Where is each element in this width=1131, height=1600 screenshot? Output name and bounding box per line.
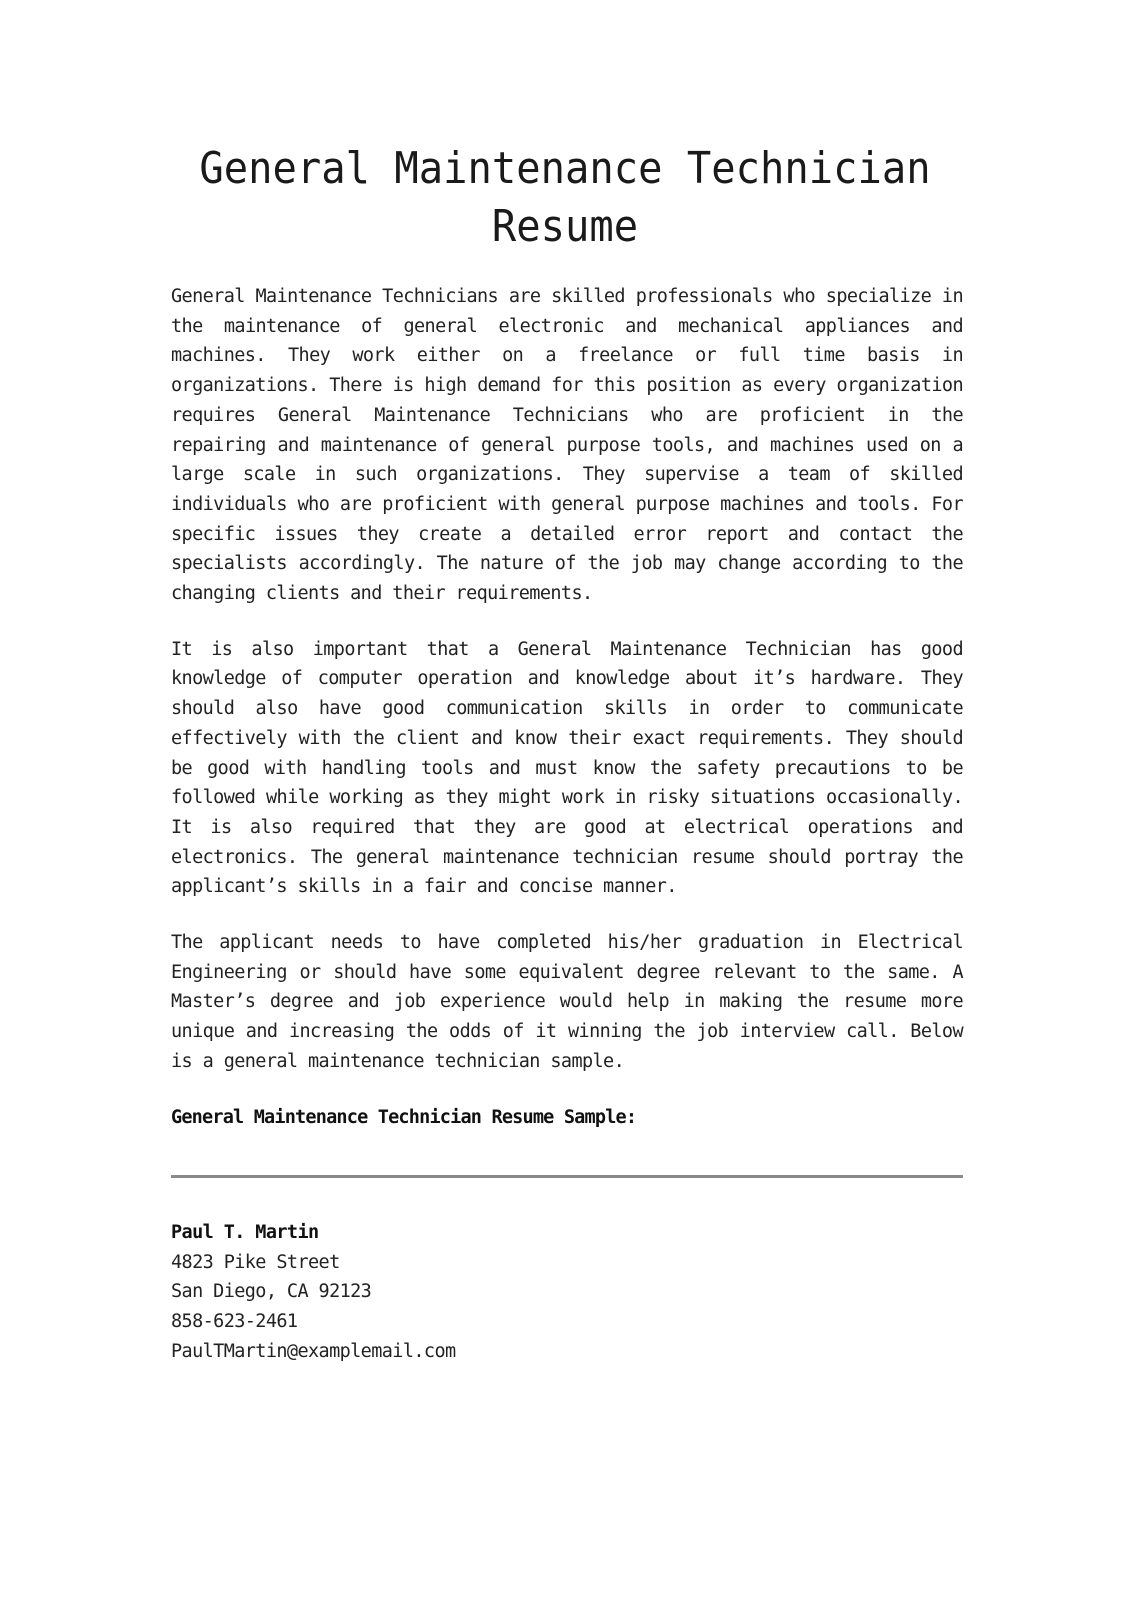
education-paragraph: The applicant needs to have completed his/her graduation in Electrical Engineering or should have some equivalent degree relevant to the same. A Master’s degree and job experience would help in making the resume more unique and increasing the odds of it winning the job interview call. Below is a general maintenance technician sample.	[171, 932, 963, 1072]
title-line-1: General Maintenance Technician	[199, 143, 931, 194]
contact-street: 4823 Pike Street	[171, 1251, 340, 1273]
title-line-2: Resume	[491, 201, 639, 252]
skills-paragraph: It is also important that a General Maintenance Technician has good knowledge of computer operation and knowledge about it’s hardware. They should also have good communication skills in order to communicate effectively with the client and know their exact requirements. They should be good with handling tools and must know the safety precautions to be followed while working as they might work in risky situations occasionally. It is also required that they are good at electrical operations and electronics. The general maintenance technician resume should portray the applicant’s skills in a fair and concise manner.	[171, 638, 963, 898]
contact-city: San Diego, CA 92123	[171, 1281, 372, 1303]
contact-email: PaulTMartin@examplemail.com	[171, 1340, 456, 1362]
contact-phone: 858-623-2461	[171, 1311, 298, 1333]
sample-heading: General Maintenance Technician Resume Sample:	[171, 1106, 637, 1128]
section-divider	[171, 1175, 963, 1178]
body-content	[171, 282, 963, 1133]
page-title	[183, 140, 947, 256]
contact-block	[171, 1218, 456, 1367]
contact-name: Paul T. Martin	[171, 1222, 319, 1243]
intro-paragraph: General Maintenance Technicians are skilled professionals who specialize in the maintenance of general electronic and mechanical appliances and machines. They work either on a freelance or full time basis in organizations. There is high demand for this position as every organization requires General Maintenance Technicians who are proficient in the repairing and maintenance of general purpose tools, and machines used on a large scale in such organizations. They supervise a team of skilled individuals who are proficient with general purpose machines and tools. For specific issues they create a detailed error report and contact the specialists accordingly. The nature of the job may change according to the changing clients and their requirements.	[171, 286, 963, 605]
